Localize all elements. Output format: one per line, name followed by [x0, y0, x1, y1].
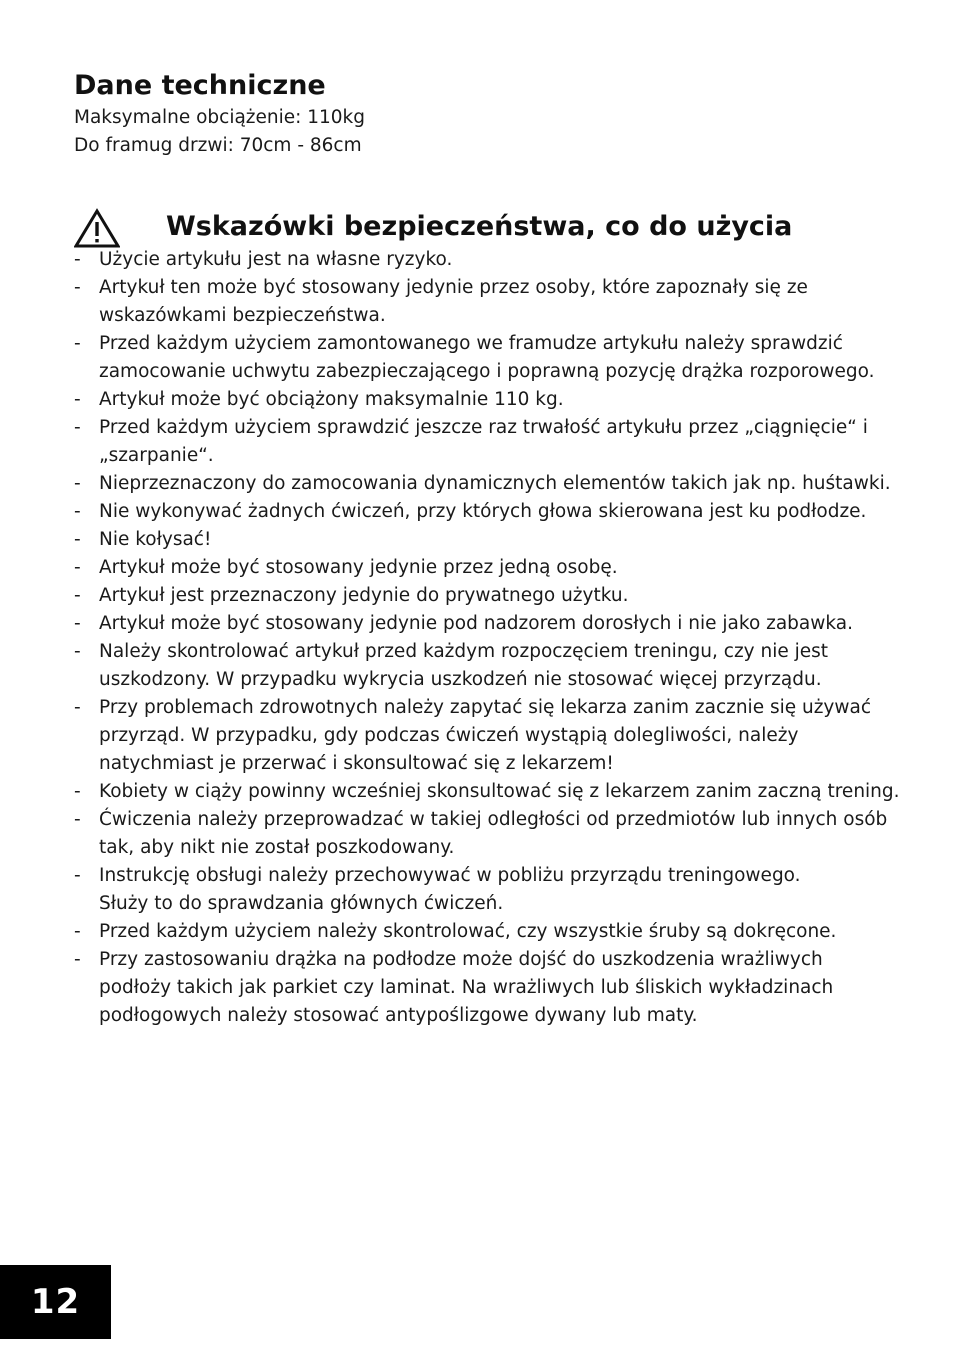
- list-item-line: Artykuł jest przeznaczony jedynie do prywatnego użytku.: [99, 585, 629, 606]
- list-bullet: -: [74, 501, 81, 522]
- list-bullet: -: [74, 865, 81, 886]
- list-bullet: -: [74, 417, 81, 438]
- technical-data-title: Dane techniczne: [74, 70, 326, 101]
- list-item-line: przyrząd. W przypadku, gdy podczas ćwiczeń wystąpią dolegliwości, należy: [99, 725, 799, 746]
- list-item-line: Przed każdym użyciem należy skontrolować, czy wszystkie śruby są dokręcone.: [99, 921, 837, 942]
- list-item-line: zamocowanie uchwytu zabezpieczającego i poprawną pozycję drążka rozporowego.: [99, 361, 875, 382]
- door-frame-line: Do framug drzwi: 70cm - 86cm: [74, 135, 362, 156]
- safety-title: Wskazówki bezpieczeństwa, co do użycia: [166, 211, 793, 242]
- list-item-line: Użycie artykułu jest na własne ryzyko.: [99, 249, 453, 270]
- list-item: [74, 918, 894, 946]
- list-item: [74, 610, 894, 638]
- list-item-line: Artykuł może być stosowany jedynie przez jedną osobę.: [99, 557, 618, 578]
- list-item: [74, 638, 894, 694]
- list-item-line: podłoży takich jak parkiet czy laminat. Na wrażliwych lub śliskich wykładzinach: [99, 977, 834, 998]
- list-bullet: -: [74, 333, 81, 354]
- list-bullet: -: [74, 277, 81, 298]
- warning-triangle-icon: [74, 208, 120, 248]
- list-item: [74, 554, 894, 582]
- list-item: [74, 498, 894, 526]
- list-bullet: -: [74, 921, 81, 942]
- technical-data-section: [74, 68, 894, 160]
- list-item: [74, 386, 894, 414]
- list-bullet: -: [74, 249, 81, 270]
- list-item-line: Przed każdym użyciem zamontowanego we framudze artykułu należy sprawdzić: [99, 333, 843, 354]
- list-bullet: -: [74, 473, 81, 494]
- list-item-line: Artykuł ten może być stosowany jedynie przez osoby, które zapoznały się ze: [99, 277, 808, 298]
- list-item-line: Nieprzeznaczony do zamocowania dynamicznych elementów takich jak np. huśtawki.: [99, 473, 891, 494]
- list-item: [74, 806, 894, 862]
- list-item-line: Artykuł może być stosowany jedynie pod nadzorem dorosłych i nie jako zabawka.: [99, 613, 854, 634]
- list-item: [74, 526, 894, 554]
- list-item-line: Należy skontrolować artykuł przed każdym rozpoczęciem treningu, czy nie jest: [99, 641, 829, 662]
- list-item-line: Kobiety w ciąży powinny wcześniej skonsultować się z lekarzem zanim zaczną trening.: [99, 781, 900, 802]
- list-item-line: podłogowych należy stosować antypoślizgowe dywany lub maty.: [99, 1005, 698, 1026]
- list-item: [74, 778, 900, 806]
- list-item-line: „szarpanie“.: [99, 445, 214, 466]
- list-item-line: natychmiast je przerwać i skonsultować się z lekarzem!: [99, 753, 614, 774]
- list-item-line: Ćwiczenia należy przeprowadzać w takiej odległości od przedmiotów lub innych osób: [99, 809, 888, 830]
- list-item-line: uszkodzony. W przypadku wykrycia uszkodzeń nie stosować więcej przyrządu.: [99, 669, 822, 690]
- list-item: [74, 694, 894, 778]
- list-bullet: -: [74, 585, 81, 606]
- list-item-line: Nie kołysać!: [99, 529, 212, 550]
- list-item-line: tak, aby nikt nie został poszkodowany.: [99, 837, 455, 858]
- list-item: [74, 470, 894, 498]
- list-bullet: -: [74, 641, 81, 662]
- list-item: [74, 946, 894, 1030]
- list-item: [74, 862, 894, 918]
- list-item-line: Przy problemach zdrowotnych należy zapytać się lekarza zanim zacznie się używać: [99, 697, 872, 718]
- list-item-line: Przed każdym użyciem sprawdzić jeszcze raz trwałość artykułu przez „ciągnięcie“ i: [99, 417, 868, 438]
- list-bullet: -: [74, 697, 81, 718]
- list-item-line: Instrukcję obsługi należy przechowywać w pobliżu przyrządu treningowego.: [99, 865, 801, 886]
- list-item: [74, 414, 894, 470]
- list-bullet: -: [74, 389, 81, 410]
- max-load-line: Maksymalne obciążenie: 110kg: [74, 107, 366, 128]
- list-bullet: -: [74, 781, 81, 802]
- list-bullet: -: [74, 949, 81, 970]
- safety-list: [74, 246, 900, 1030]
- list-item-line: Artykuł może być obciążony maksymalnie 110 kg.: [99, 389, 564, 410]
- list-item: [74, 330, 894, 386]
- list-bullet: -: [74, 529, 81, 550]
- list-bullet: -: [74, 557, 81, 578]
- list-item-line: wskazówkami bezpieczeństwa.: [99, 305, 386, 326]
- safety-heading: [74, 206, 894, 246]
- list-item-line: Służy to do sprawdzania głównych ćwiczeń.: [99, 893, 504, 914]
- list-item-line: Przy zastosowaniu drążka na podłodze może dojść do uszkodzenia wrażliwych: [99, 949, 823, 970]
- list-item: [74, 246, 894, 274]
- list-bullet: -: [74, 613, 81, 634]
- list-item-line: Nie wykonywać żadnych ćwiczeń, przy których głowa skierowana jest ku podłodze.: [99, 501, 867, 522]
- list-item: [74, 274, 894, 330]
- list-item: [74, 582, 894, 610]
- page-number: 12: [0, 1265, 111, 1339]
- list-bullet: -: [74, 809, 81, 830]
